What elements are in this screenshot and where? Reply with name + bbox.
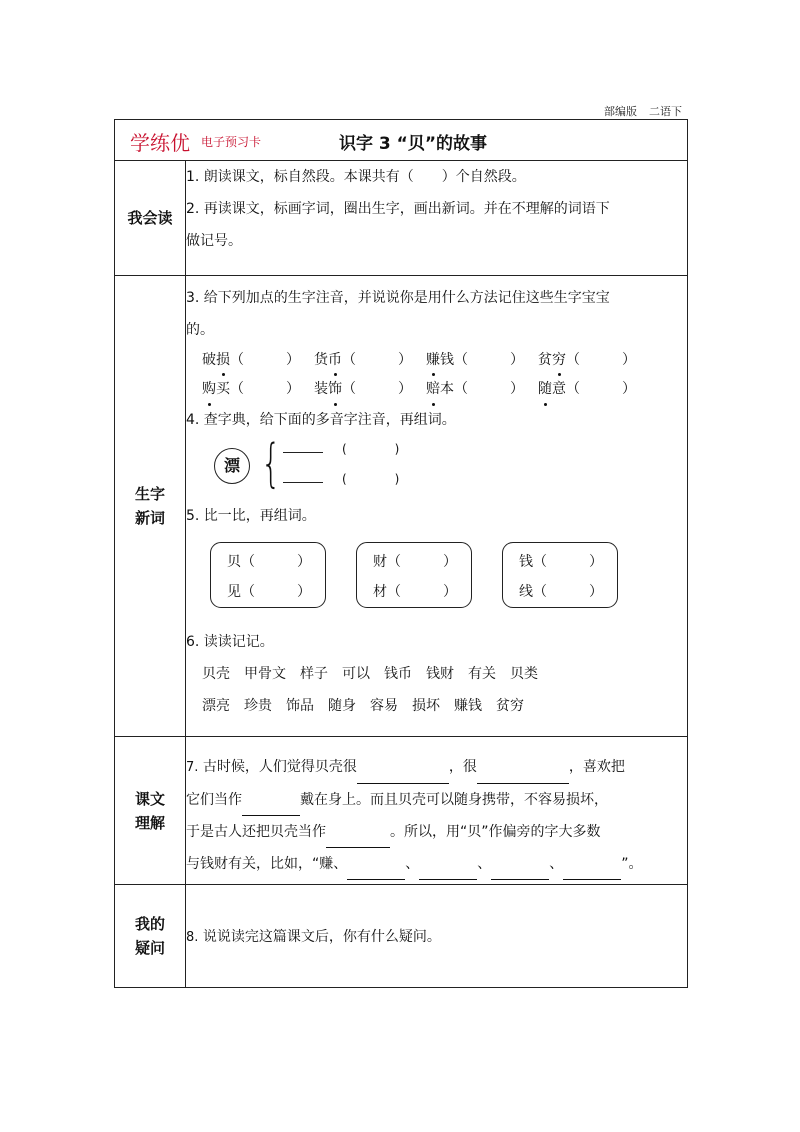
compare-boxes [186, 542, 687, 618]
question-8: 8. 说说读完这篇课文后，你有什么疑问。 [186, 929, 441, 945]
answer-blank[interactable] [477, 767, 569, 784]
worksheet-header [115, 120, 688, 161]
word: 随身 [328, 698, 356, 714]
question-4: 4. 查字典，给下面的多音字注音，再组词。 [186, 412, 456, 428]
answer-paren: ( ) [342, 472, 400, 486]
answer-line[interactable] [283, 482, 323, 483]
pinyin-item: 赚钱（ ） [426, 346, 538, 374]
section-read [115, 161, 688, 276]
question-7-line: 它们当作 戴在身上。而且贝壳可以随身携带，不容易损坏， [186, 784, 687, 816]
word: 饰品 [286, 698, 314, 714]
section-label: 我会读 [115, 161, 186, 276]
answer-blank[interactable] [242, 799, 300, 816]
question-3: 3. 给下列加点的生字注音，并说说你是用什么方法记住这些生字宝宝 [186, 290, 610, 306]
brace-icon: { [261, 434, 281, 494]
polyphone-block [186, 436, 687, 500]
question-7-line: 7. 古时候，人们觉得贝壳很 ，很 ，喜欢把 [186, 751, 687, 784]
pinyin-item: 破损（ ） [202, 346, 314, 374]
word: 样子 [300, 666, 328, 682]
question-2-cont: 做记号。 [186, 233, 242, 249]
answer-blank[interactable] [357, 767, 449, 784]
question-6: 6. 读读记记。 [186, 634, 274, 650]
word: 贝壳 [202, 666, 230, 682]
word: 贫穷 [496, 698, 524, 714]
answer-blank[interactable] [419, 863, 477, 880]
section-new-words [115, 276, 688, 737]
pinyin-row [186, 346, 687, 374]
section-label: 生字 新词 [115, 276, 186, 737]
pinyin-row [186, 374, 687, 404]
pinyin-item: 随意（ ） [538, 374, 650, 404]
word: 珍贵 [244, 698, 272, 714]
word: 甲骨文 [244, 666, 286, 682]
section-understand [115, 737, 688, 885]
section-questions [115, 885, 688, 988]
question-7-line: 与钱财有关，比如，“赚、 、 、 、 ”。 [186, 848, 687, 880]
word: 容易 [370, 698, 398, 714]
publisher-label: 部编版 [604, 105, 637, 118]
answer-blank[interactable] [491, 863, 549, 880]
section-content [186, 737, 688, 885]
word: 漂亮 [202, 698, 230, 714]
section-content [186, 885, 688, 988]
pinyin-item: 购买（ ） [202, 374, 314, 404]
question-2: 2. 再读课文，标画字词，圈出生字，画出新词。并在不理解的词语下 [186, 201, 610, 217]
pinyin-item: 货币（ ） [314, 346, 426, 374]
brand-subtitle: 电子预习卡 [201, 135, 262, 149]
question-1: 1. 朗读课文，标自然段。本课共有（ ）个自然段。 [186, 169, 526, 185]
answer-paren: ( ) [342, 442, 400, 456]
word: 赚钱 [454, 698, 482, 714]
word-row [186, 658, 687, 690]
question-5: 5. 比一比，再组词。 [186, 508, 316, 524]
word: 可以 [342, 666, 370, 682]
word: 贝类 [510, 666, 538, 682]
section-label: 课文 理解 [115, 737, 186, 885]
question-7-line: 于是古人还把贝壳当作 。所以，用“贝”作偏旁的字大多数 [186, 816, 687, 848]
word-row [186, 690, 687, 722]
answer-blank[interactable] [563, 863, 621, 880]
pinyin-item: 装饰（ ） [314, 374, 426, 404]
word: 有关 [468, 666, 496, 682]
compare-box: 贝（ ） 见（ ） [210, 542, 326, 608]
answer-line[interactable] [283, 452, 323, 453]
grade-label: 二语下 [649, 105, 682, 118]
lesson-title: 识字 3 “贝”的故事 [339, 134, 488, 154]
polyphone-char: 漂 [214, 448, 250, 484]
section-content [186, 276, 688, 737]
word: 钱财 [426, 666, 454, 682]
compare-box: 财（ ） 材（ ） [356, 542, 472, 608]
pinyin-item: 贫穷（ ） [538, 346, 650, 374]
word: 损坏 [412, 698, 440, 714]
section-content [186, 161, 688, 276]
answer-blank[interactable] [347, 863, 405, 880]
preview-worksheet [114, 119, 688, 988]
compare-box: 钱（ ） 线（ ） [502, 542, 618, 608]
answer-blank[interactable] [326, 831, 390, 848]
brand-name: 学练优 [130, 131, 190, 155]
pinyin-item: 赔本（ ） [426, 374, 538, 404]
question-3-cont: 的。 [186, 322, 214, 338]
section-label: 我的 疑问 [115, 885, 186, 988]
edition-info [604, 103, 682, 119]
word: 钱币 [384, 666, 412, 682]
